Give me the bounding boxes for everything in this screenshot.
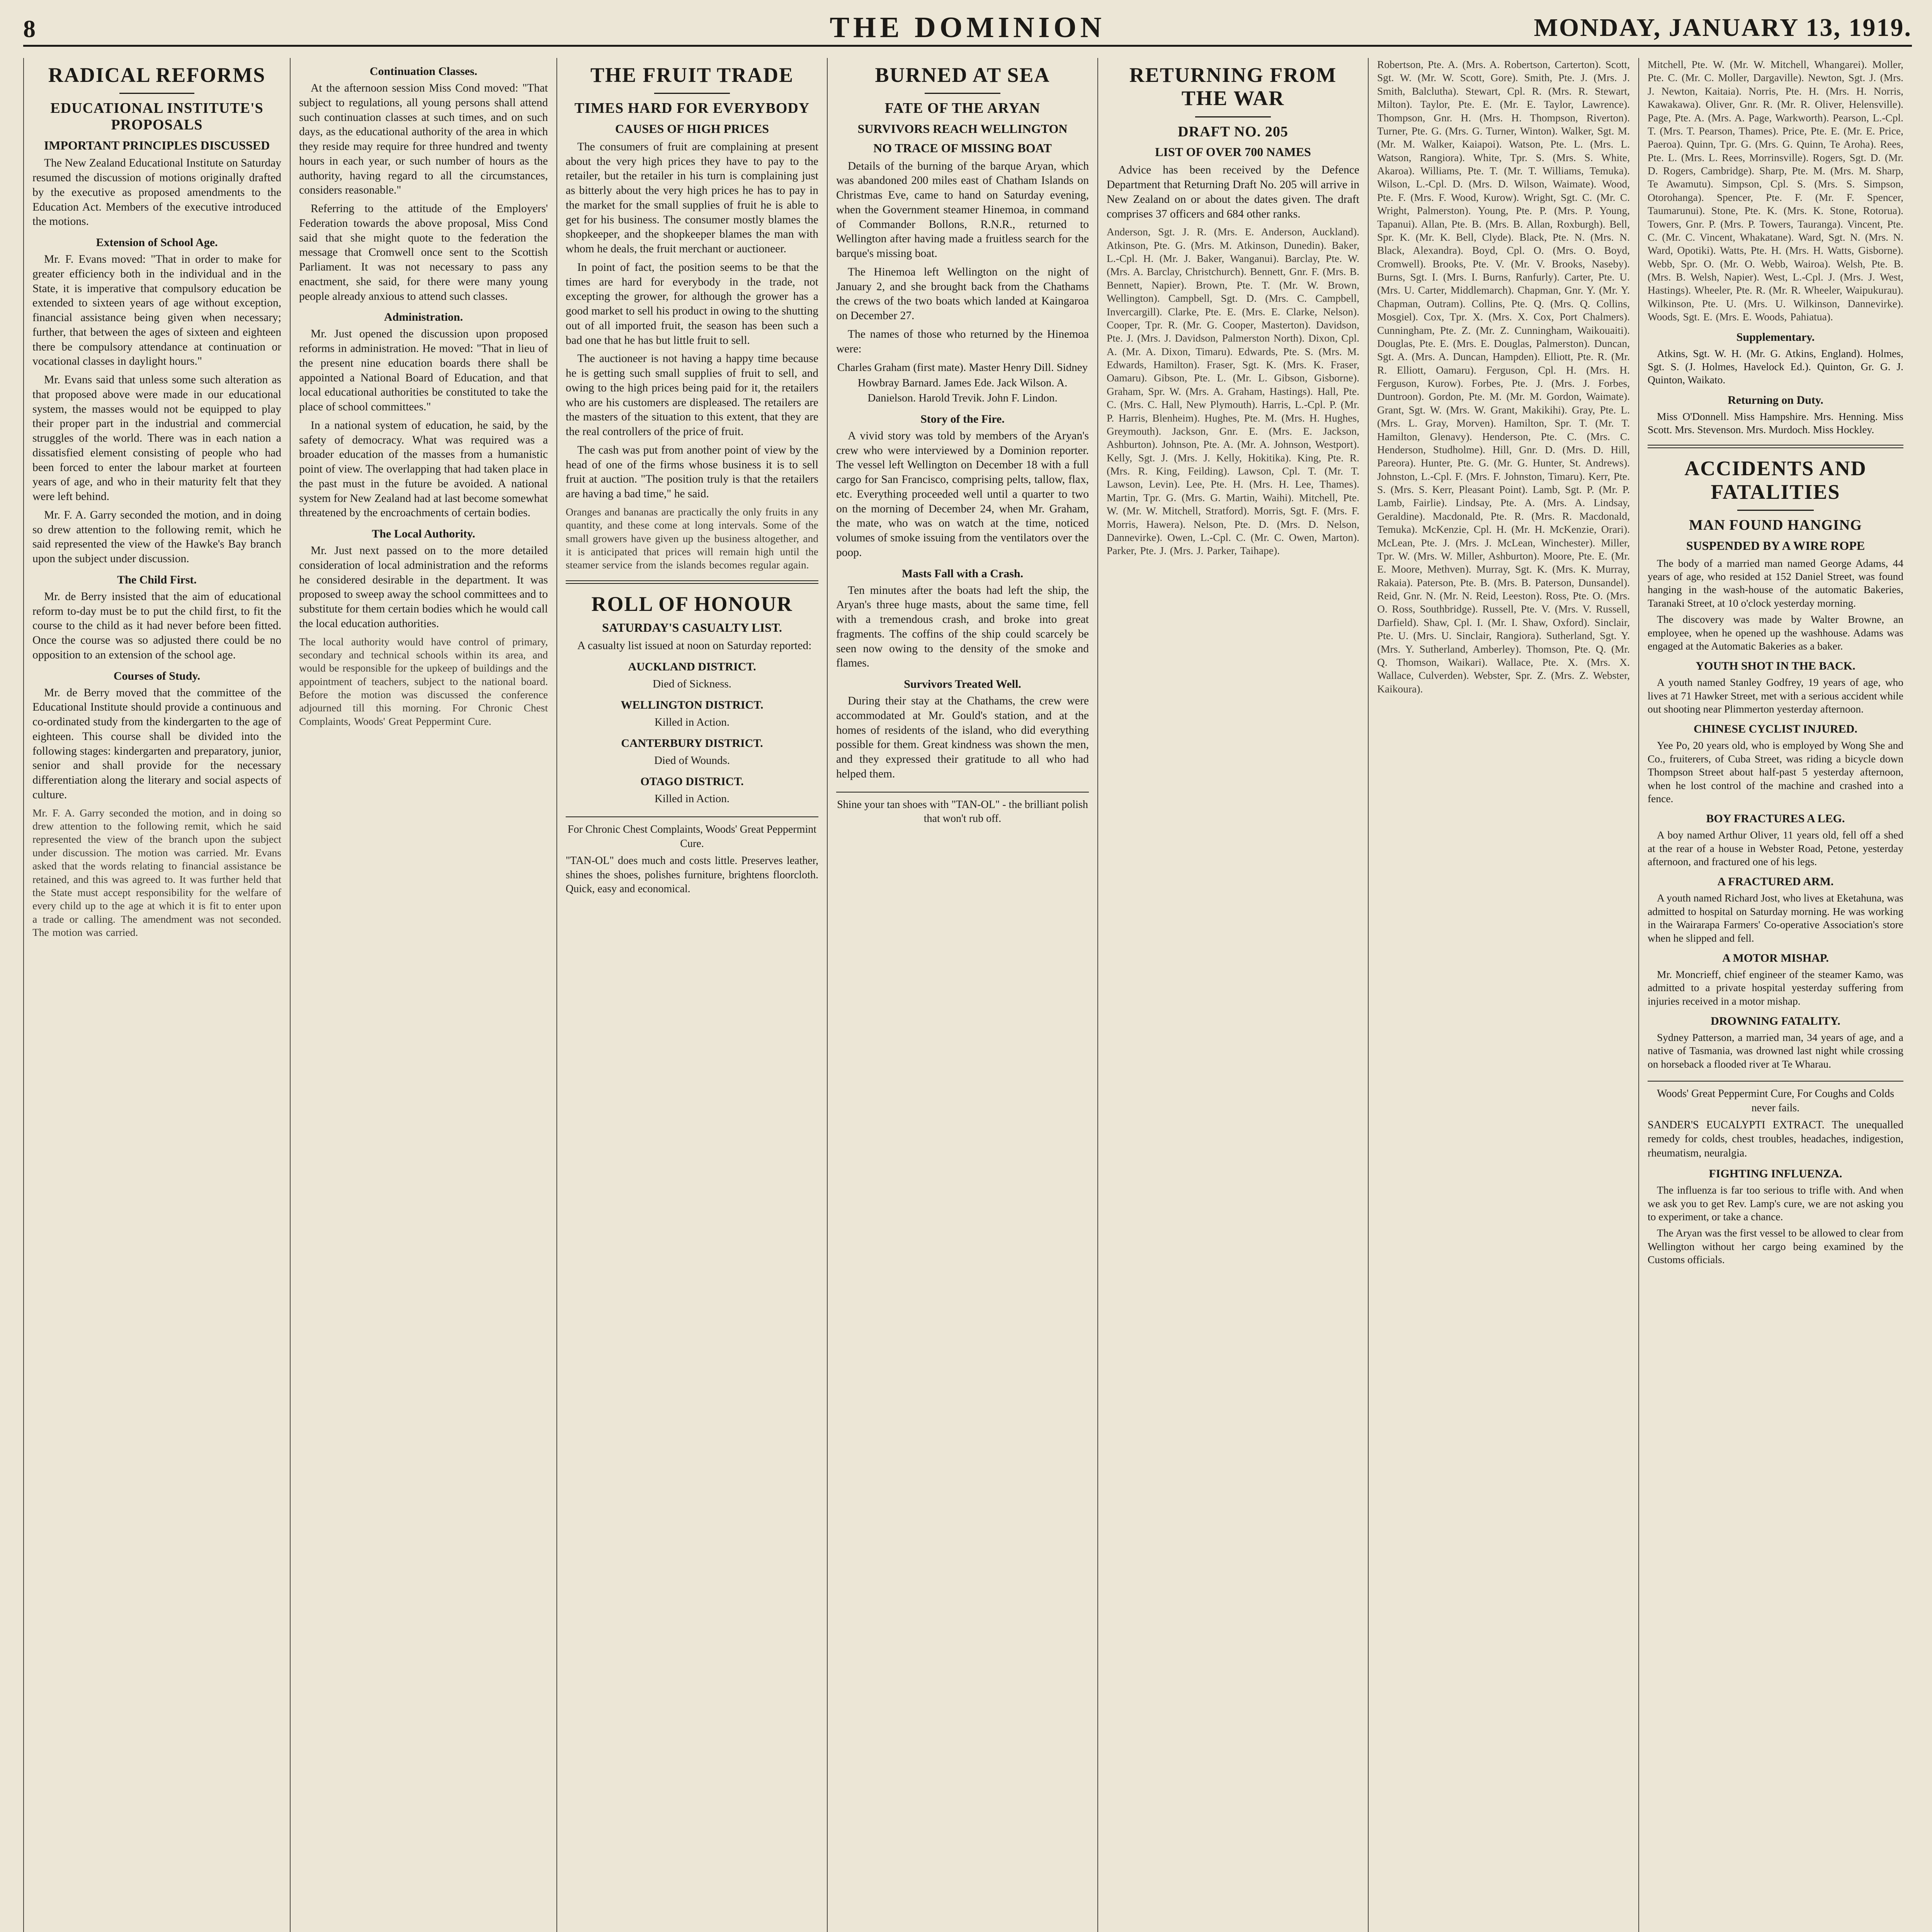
article-paragraph: The Aryan was the first vessel to be allowed to clear from Wellington without her cargo being examined by the Customs officials. bbox=[1648, 1227, 1903, 1266]
divider bbox=[119, 93, 194, 94]
subheadline-educational-institute: EDUCATIONAL INSTITUTE'S PROPOSALS bbox=[50, 100, 264, 133]
section-heading: CHINESE CYCLIST INJURED. bbox=[1694, 723, 1857, 736]
section-heading: Administration. bbox=[384, 311, 463, 324]
divider bbox=[654, 93, 730, 94]
section-heading: Masts Fall with a Crash. bbox=[901, 567, 1024, 580]
section-heading: Survivors Treated Well. bbox=[904, 678, 1021, 691]
article-paragraph: A casualty list issued at noon on Saturday reported: bbox=[577, 639, 812, 652]
advertisement-text: "TAN-OL" does much and costs little. Preserves leather, shines the shoes, polishes furniture, brightens floorcloth. Quick, easy and economical. bbox=[566, 855, 818, 895]
article-body-text: Mr. F. A. Garry seconded the motion, and in doing so drew attention to the following remit, which he said represented the view of the branch upon the subject under discussion. The motion was carried. Mr. Evans asked that the words relating to financial assistance be retained, and this was agreed to. It was further held that the State must accept responsibility for the welfare of every child up to the age at which it is fit to enter upon a trade or calling. The amendment was not seconded. The motion was carried. bbox=[32, 806, 281, 939]
names-list-text: Robertson, Pte. A. (Mrs. A. Robertson, Carterton). Scott, Sgt. W. (Mr. W. Scott, Gore). Smith, Pte. J. (Mrs. J. Smith, Balclutha). Stewart, Cpl. R. (Mrs. R. Stewart, Milton). Taylor, Pte. E. (Mr. E. Taylor, Lawrence). Thompson, Gnr. H. (Mrs. H. Thompson, Riverton). Turner, Pte. G. (Mrs. G. Turner, Winton). Walker, Sgt. M. (Mr. M. Walker, Kaiapoi). Watson, Pte. L. (Mrs. L. Watson, Rangiora). White, Tpr. S. (Mrs. S. White, Akaroa). Williams, Pte. T. (Mr. T. Williams, Temuka). Wilson, L.-Cpl. D. (Mrs. D. Wilson, Waimate). Wood, Pte. F. (Mrs. F. Wood, Kurow). Wright, Sgt. C. (Mr. C. Wright, Palmerston). Young, Pte. P. (Mrs. P. Young, Tapanui). Allan, Pte. B. (Mrs. B. Allan, Roxburgh). Bell, Spr. K. (Mr. K. Bell, Clyde). Black, Pte. N. (Mrs. N. Black, Alexandra). Boyd, Cpl. O. (Mrs. O. Boyd, Cromwell). Brooks, Pte. V. (Mr. V. Brooks, Naseby). Burns, Sgt. I. (Mrs. I. Burns, Ranfurly). Carter, Pte. U. (Mrs. U. Carter, Middlemarch). Chapman, Gnr. Y. (Mr. Y. Chapman, Outram). Collins, Pte. Q. (Mrs. Q. Collins, Mosgiel). Cox, Tpr. X. (Mrs. X. Cox, Port Chalmers). Cunningham, Pte. Z. (Mr. Z. Cunningham, Waikouaiti). Douglas, Pte. E. (Mrs. E. Douglas, Palmerston). Duncan, Sgt. A. (Mrs. A. Duncan, Hampden). Elliott, Pte. R. (Mr. R. Elliott, Oamaru). Ferguson, Cpl. H. (Mrs. H. Ferguson, Kurow). Forbes, Pte. J. (Mrs. J. Forbes, Duntroon). Gordon, Pte. M. (Mr. M. Gordon, Waimate). Grant, Sgt. W. (Mrs. W. Grant, Makikihi). Gray, Pte. L. (Mrs. L. Gray, Morven). Hamilton, Spr. T. (Mr. T. Hamilton, Glenavy). Henderson, Pte. C. (Mrs. C. Henderson, Studholme). Hill, Gnr. D. (Mrs. D. Hill, Pareora). Hunter, Pte. G. (Mr. G. Hunter, St. Andrews). Johnston, L.-Cpl. F. (Mrs. F. Johnston, Timaru). Kerr, Pte. S. (Mrs. S. Kerr, Pleasant Point). Lamb, Sgt. P. (Mr. P. Lamb, Fairlie). Lindsay, Pte. A. (Mrs. A. Lindsay, Geraldine). Macdonald, Pte. R. (Mrs. R. Macdonald, Temuka). McKenzie, Cpl. H. (Mr. H. McKenzie, Orari). McLean, Pte. J. (Mrs. J. McLean, Winchester). Miller, Tpr. W. (Mrs. W. Miller, Ashburton). Moore, Pte. E. (Mr. E. Moore, Methven). Murray, Sgt. K. (Mrs. K. Murray, Rakaia). Paterson, Pte. B. (Mrs. B. Paterson, Dunsandel). Reid, Gnr. N. (Mr. N. Reid, Leeston). Ross, Pte. O. (Mrs. O. Ross, Southbridge). Russell, Pte. V. (Mrs. V. Russell, Darfield). Shaw, Cpl. I. (Mr. I. Shaw, Oxford). Sinclair, Pte. U. (Mrs. U. Sinclair, Rangiora). Sutherland, Sgt. Y. (Mrs. Y. Sutherland, Amberley). Thomson, Pte. Q. (Mr. Q. Thomson, Waikari). Wallace, Pte. X. (Mrs. X. Wallace, Culverden). Webster, Spr. Z. (Mrs. Z. Webster, Kaikoura). bbox=[1377, 58, 1630, 695]
article-paragraph: During their stay at the Chathams, the crew were accommodated at Mr. Gould's station, and at the homes of residents of the island, who did everything possible for them. Great kindness was shown the men, and they expressed their gratitude to all who had helped them. bbox=[836, 695, 1089, 780]
article-paragraph: Mr. Just next passed on to the more detailed consideration of local administration and the reforms he considered desirable in the department. It was proposed to sweep away the school committees and to substitute for them certain bodies which he would call the local education authorities. bbox=[299, 544, 548, 630]
names-list-text: Anderson, Sgt. J. R. (Mrs. E. Anderson, Auckland). Atkinson, Pte. G. (Mrs. M. Atkinson, Dunedin). Baker, L.-Cpl. H. (Mr. J. Baker, Wanganui). Barclay, Pte. W. (Mrs. A. Barclay, Christchurch). Bennett, Gnr. F. (Mrs. B. Bennett, Napier). Brown, Pte. T. (Mr. W. Brown, Wellington). Campbell, Sgt. D. (Mrs. C. Campbell, Invercargill). Clarke, Pte. E. (Mrs. E. Clarke, Nelson). Cooper, Tpr. R. (Mr. G. Cooper, Masterton). Davidson, Pte. J. (Mrs. J. Davidson, Palmerston North). Dixon, Cpl. A. (Mr. A. Dixon, Timaru). Edwards, Pte. S. (Mrs. M. Edwards, Hamilton). Fraser, Sgt. K. (Mrs. K. Fraser, Oamaru). Gibson, Pte. L. (Mr. L. Gibson, Gisborne). Graham, Spr. W. (Mrs. A. Graham, Hastings). Hall, Pte. C. (Mrs. C. Hall, New Plymouth). Harris, L.-Cpl. P. (Mr. P. Harris, Blenheim). Hughes, Pte. M. (Mrs. H. Hughes, Greymouth). Jackson, Gnr. E. (Mrs. E. Jackson, Ashburton). Johnson, Pte. A. (Mr. A. Johnson, Westport). Kelly, Sgt. J. (Mrs. J. Kelly, Hokitika). King, Pte. R. (Mrs. R. King, Feilding). Lawson, Cpl. T. (Mr. T. Lawson, Levin). Lee, Pte. H. (Mrs. H. Lee, Thames). Martin, Tpr. G. (Mrs. G. Martin, Waihi). Mitchell, Pte. W. (Mr. W. Mitchell, Stratford). Morris, Sgt. F. (Mrs. F. Morris, Hawera). Nelson, Pte. D. (Mrs. D. Nelson, Dannevirke). Owen, L.-Cpl. C. (Mr. C. Owen, Marton). Parker, Pte. J. (Mrs. J. Parker, Taihape). bbox=[1107, 226, 1359, 557]
article-paragraph: In point of fact, the position seems to be that the times are hard for everybody in the trade, not excepting the grower, for although the grower has a good market to sell his product in owing to the shutting out of all imported fruit, the season has been such a bad one that he has but little fruit to sell. bbox=[566, 261, 818, 347]
subheadline-survivors: SURVIVORS REACH WELLINGTON bbox=[857, 122, 1068, 136]
subheadline-casualty-list: SATURDAY'S CASUALTY LIST. bbox=[602, 621, 782, 635]
section-divider bbox=[1648, 445, 1903, 448]
article-paragraph: Mr. Just opened the discussion upon proposed reforms in administration. He moved: "That in lieu of the present nine education boards there shall be appointed a National Board of Education, and that local educational authorities be constituted to take the place of school committees." bbox=[299, 328, 548, 413]
article-paragraph: The consumers of fruit are complaining at present about the very high prices they have to pay to the retailer, but the retailer in his turn is complaining just as bitterly about the very high prices he has to pay in the market for the small supplies of fruit he is able to get for his business. The consumer mostly blames the shopkeeper, and the shopkeeper blames the man with whom he deals, the fruit merchant or auctioneer. bbox=[566, 140, 818, 255]
headline-accidents: ACCIDENTS AND FATALITIES bbox=[1684, 457, 1867, 503]
article-paragraph: Mr. F. Evans moved: "That in order to make for greater efficiency both in the individual and in the State, it is imperative that compulsory education be extended to sixteen years of age without exception, financial assistance being given when necessary; further, that between the ages of sixteen and eighteen there be compulsory attendance at continuation or vocational classes in daylight hours." bbox=[32, 253, 281, 368]
headline-returning-from-war: RETURNING FROM THE WAR bbox=[1129, 63, 1337, 110]
advertisement: For Chronic Chest Complaints, Woods' Great Peppermint Cure. bbox=[566, 816, 818, 851]
article-body-text: Oranges and bananas are practically the only fruits in any quantity, and these come at long intervals. Some of the small growers have given up the business altogether, and it is anticipated that prices will remain high until the steamer service from the islands becomes regular again. bbox=[566, 505, 818, 571]
column-3 bbox=[556, 58, 827, 1932]
article-paragraph: The auctioneer is not having a happy time because he is getting such small supplies of fruit to sell, and owing to the high prices being paid for it, the retailers who are his customers are displeased. The retailers are the masters of the situation to this extent, that they are the real controllers of the price of fruit. bbox=[566, 352, 818, 438]
section-heading: The Child First. bbox=[117, 573, 197, 586]
article-paragraph: Mr. de Berry moved that the committee of the Educational Institute should provide a continuous and co-ordinated study from the kindergarten to the age of eighteen. This course shall be divided into the following stages: kindergarten and preparatory, junior, senior and shall provide for the necessary differentiation along the literary and social aspects of culture. bbox=[32, 686, 281, 801]
section-heading: BOY FRACTURES A LEG. bbox=[1706, 812, 1845, 825]
duty-names: Miss O'Donnell. Miss Hampshire. Mrs. Henning. Miss Scott. Mrs. Stevenson. Mrs. Murdoch. Miss Hockley. bbox=[1648, 410, 1903, 435]
subheadline-names-list: LIST OF OVER 700 NAMES bbox=[1155, 145, 1311, 159]
crew-names-list: Charles Graham (first mate). Master Henry Dill. Sidney Howbray Barnard. James Ede. Jack Wilson. A. Danielson. Harold Trevik. John F. Lindon. bbox=[837, 361, 1088, 404]
page-number: 8 bbox=[23, 15, 36, 43]
headline-roll-of-honour: ROLL OF HONOUR bbox=[591, 592, 793, 616]
subheadline-high-prices: CAUSES OF HIGH PRICES bbox=[615, 122, 769, 136]
subheadline-principles: IMPORTANT PRINCIPLES DISCUSSED bbox=[44, 138, 270, 152]
section-heading: FIGHTING INFLUENZA. bbox=[1709, 1167, 1842, 1180]
section-divider bbox=[566, 580, 818, 584]
divider bbox=[1737, 510, 1814, 511]
article-paragraph: Referring to the attitude of the Employers' Federation towards the above proposal, Miss Cond said that she might quote to the federation the message that Cromwell once sent to the Scottish Parliament. It was not necessary to pass any enactment, she said, for there were many young people already anxious to attend such classes. bbox=[299, 202, 548, 303]
article-paragraph: The names of those who returned by the Hinemoa were: bbox=[836, 328, 1089, 355]
issue-date: MONDAY, JANUARY 13, 1919. bbox=[1534, 14, 1912, 42]
headline-burned-at-sea: BURNED AT SEA bbox=[875, 63, 1050, 87]
advertisement: Shine your tan shoes with "TAN-OL" - the brilliant polish that won't rub off. bbox=[836, 792, 1089, 826]
subheadline-missing-boat: NO TRACE OF MISSING BOAT bbox=[873, 141, 1052, 155]
section-heading: Extension of School Age. bbox=[96, 236, 218, 249]
article-paragraph: A youth named Stanley Godfrey, 19 years of age, who lives at 71 Hawker Street, met with a serious accident while out shooting near Plimmerton yesterday afternoon. bbox=[1648, 676, 1903, 715]
article-paragraph: Ten minutes after the boats had left the ship, the Aryan's three huge masts, about the same time, fell with a tremendous crash, and broke into great fragments. The coffins of the ship could scarcely be seen now owing to the density of the smoke and flames. bbox=[836, 584, 1089, 670]
advertisement-text: SANDER'S EUCALYPTI EXTRACT. The unequalled remedy for colds, chest troubles, headaches, indigestion, rheumatism, neuralgia. bbox=[1648, 1119, 1903, 1159]
article-paragraph: Mr. Moncrieff, chief engineer of the steamer Kamo, was admitted to a private hospital yesterday suffering from injuries received in a motor mishap. bbox=[1648, 968, 1903, 1007]
district-heading: WELLINGTON DISTRICT. bbox=[621, 698, 764, 711]
article-paragraph: A vivid story was told by members of the Aryan's crew who were interviewed by a Dominion reporter. The vessel left Wellington on December 18 with a full cargo for San Francisco, comprising pelts, tallow, flax, etc. Everything proceeded well until a quarter to two on the morning of December 24, when Mr. Graham, the mate, who was on watch at the time, noticed volumes of smoke issuing from the ventilators over the poop. bbox=[836, 429, 1089, 559]
district-heading: CANTERBURY DISTRICT. bbox=[621, 737, 763, 750]
column-7 bbox=[1638, 58, 1912, 1932]
article-paragraph: The New Zealand Educational Institute on Saturday resumed the discussion of motions originally drafted by the executive as proposed amendments to the Education Act. Members of the executive introduced the motions. bbox=[32, 157, 281, 228]
article-paragraph: The influenza is far too serious to trifle with. And when we ask you to get Rev. Lamp's cure, we are not asking you to experiment, or take a chance. bbox=[1648, 1184, 1903, 1223]
article-paragraph: Sydney Patterson, a married man, 34 years of age, and a native of Tasmania, was drowned last night while crossing on horseback a flooded river at Te Wharau. bbox=[1648, 1031, 1903, 1070]
article-paragraph: Advice has been received by the Defence Department that Returning Draft No. 205 will arrive in New Zealand on or about the dates given. The draft comprises 37 officers and 684 other ranks. bbox=[1107, 164, 1359, 220]
section-heading: Courses of Study. bbox=[113, 669, 201, 682]
district-heading: OTAGO DISTRICT. bbox=[640, 775, 744, 788]
section-heading: Supplementary. bbox=[1736, 330, 1815, 344]
masthead bbox=[23, 8, 1912, 47]
article-paragraph: Mr. de Berry insisted that the aim of educational reform to-day must be to put the child first, to fit the course to the child as it had never before been fitted. Once the course was so adjusted there could be no opposition to an extension of the school age. bbox=[32, 590, 281, 661]
column-6 bbox=[1368, 58, 1638, 1932]
column-5 bbox=[1097, 58, 1368, 1932]
article-paragraph: The Hinemoa left Wellington on the night of January 2, and she brought back from the Chathams the crews of the two boats which landed at Kaingaroa on December 27. bbox=[836, 265, 1089, 322]
article-paragraph: The body of a married man named George Adams, 44 years of age, who resided at 152 Daniel Street, was found hanging in the wash-house of the automatic Bakeries, Taranaki Street, at 10 o'clock yesterday morning. bbox=[1648, 557, 1903, 609]
casualty-category: Killed in Action. bbox=[654, 716, 730, 728]
article-paragraph: A boy named Arthur Oliver, 11 years old, fell off a shed at the rear of a house in Webster Road, Petone, yesterday afternoon, and fractured one of his legs. bbox=[1648, 829, 1903, 868]
article-paragraph: At the afternoon session Miss Cond moved: "That subject to regulations, all young persons shall attend such continuation classes at such times, and on such days, as the educational authority of the area in which they reside may require for three hundred and twenty hours in each year, or such number of hours as the authority, having regard to all the circumstances, considers reasonable." bbox=[299, 82, 548, 197]
column-1 bbox=[23, 58, 290, 1932]
section-heading: Story of the Fire. bbox=[920, 412, 1005, 425]
section-heading: DROWNING FATALITY. bbox=[1711, 1015, 1840, 1028]
casualty-category: Killed in Action. bbox=[654, 793, 730, 805]
section-heading: The Local Authority. bbox=[372, 527, 475, 540]
article-paragraph: Yee Po, 20 years old, who is employed by Wong She and Co., fruiterers, of Cuba Street, was riding a bicycle down Thompson Street about half-past 5 yesterday afternoon, when he lost control of the machine and crashed into a fence. bbox=[1648, 739, 1903, 804]
newspaper-name: THE DOMINION bbox=[830, 11, 1105, 44]
article-paragraph: Details of the burning of the barque Aryan, which was abandoned 200 miles east of Chatham Islands on Christmas Eve, came to hand on Saturday evening, when the Government steamer Hinemoa, in command of Commander Bollons, R.N.R., returned to Wellington after having made a fruitless search for the barque's missing boat. bbox=[836, 160, 1089, 260]
subheadline-wire-rope: SUSPENDED BY A WIRE ROPE bbox=[1686, 538, 1865, 553]
names-list-text: Mitchell, Pte. W. (Mr. W. Mitchell, Whangarei). Moller, Pte. C. (Mr. C. Moller, Dargaville). Newton, Sgt. J. (Mrs. J. Newton, Kaitaia). Norris, Pte. H. (Mrs. H. Norris, Kawakawa). Oliver, Gnr. R. (Mr. R. Oliver, Helensville). Page, Pte. A. (Mrs. A. Page, Warkworth). Pearson, L.-Cpl. T. (Mrs. T. Pearson, Thames). Price, Pte. E. (Mr. E. Price, Paeroa). Quinn, Tpr. G. (Mrs. G. Quinn, Te Aroha). Rees, Pte. L. (Mrs. L. Rees, Morrinsville). Rogers, Sgt. D. (Mr. D. Rogers, Cambridge). Sharp, Pte. M. (Mrs. M. Sharp, Te Awamutu). Simpson, Cpl. S. (Mrs. S. Simpson, Otorohanga). Spencer, Pte. F. (Mr. F. Spencer, Taumarunui). Stone, Pte. K. (Mrs. K. Stone, Rotorua). Towers, Gnr. P. (Mrs. P. Towers, Tauranga). Vincent, Pte. C. (Mr. C. Vincent, Whakatane). Ward, Sgt. N. (Mrs. N. Ward, Opotiki). Watts, Pte. H. (Mrs. H. Watts, Gisborne). Webb, Spr. O. (Mr. O. Webb, Wairoa). Welsh, Pte. B. (Mrs. B. Welsh, Napier). West, L.-Cpl. J. (Mrs. J. West, Hastings). Wheeler, Pte. R. (Mr. R. Wheeler, Waipukurau). Wilkinson, Pte. U. (Mrs. U. Wilkinson, Dannevirke). Woods, Sgt. E. (Mrs. E. Woods, Pahiatua). bbox=[1648, 58, 1903, 323]
district-heading: AUCKLAND DISTRICT. bbox=[628, 660, 756, 673]
section-heading: A FRACTURED ARM. bbox=[1717, 875, 1834, 888]
article-paragraph: Mr. Evans said that unless some such alteration as that proposed above were made in our educational system, the masses would not be equipped to play their proper part in the industrial and commercial struggles of the world. There was in each nation a dissatisfied element consisting of people who had been forced to enter the labour market at fourteen years of age, and who in their maturity felt that they were left behind. bbox=[32, 374, 281, 503]
column-2 bbox=[290, 58, 556, 1932]
casualty-category: Died of Sickness. bbox=[653, 677, 731, 690]
section-heading: YOUTH SHOT IN THE BACK. bbox=[1696, 660, 1855, 673]
article-paragraph: The discovery was made by Walter Browne, an employee, when he opened up the washhouse. Adams was engaged at the Automatic Bakeries as a baker. bbox=[1648, 613, 1903, 652]
headline-fruit-trade: THE FRUIT TRADE bbox=[590, 63, 794, 87]
article-paragraph: Mr. F. A. Garry seconded the motion, and in doing so drew attention to the following remit, which he said represented the view of the Hawke's Bay branch upon the subject under discussion. bbox=[32, 509, 281, 565]
column-4 bbox=[827, 58, 1097, 1932]
article-paragraph: A youth named Richard Jost, who lives at Eketahuna, was admitted to hospital on Saturday morning. He was working in the Wairarapa Farmers' Co-operative Association's store when he slipped and fell. bbox=[1648, 892, 1903, 944]
casualty-category: Died of Wounds. bbox=[654, 754, 730, 767]
article-paragraph: The cash was put from another point of view by the head of one of the firms whose business it is to sell fruit at auction. "The position truly is that the retailers are having a bad time," he said. bbox=[566, 444, 818, 500]
article-paragraph: In a national system of education, he said, by the safety of democracy. What was required was a broader education of the masses from a humanistic point of view. The overlapping that had taken place in the past must in the future be avoided. A national system for New Zealand had at last become somewhat threatened by the encroachments of certain bodies. bbox=[299, 419, 548, 519]
supplementary-names: Atkins, Sgt. W. H. (Mr. G. Atkins, England). Holmes, Sgt. S. (J. Holmes, Havelock Ed.). Quinton, Gr. G. J. Quinton, Waikato. bbox=[1648, 347, 1903, 386]
article-body-text: The local authority would have control of primary, secondary and technical schools within its area, and would be responsible for the upkeep of buildings and the appointment of teachers, subject to the national board. Before the motion was discussed the conference adjourned till this morning. For Chronic Chest Complaints, Woods' Great Peppermint Cure. bbox=[299, 635, 548, 727]
subheadline-fate-of-aryan: FATE OF THE ARYAN bbox=[884, 100, 1041, 117]
subheadline-times-hard: TIMES HARD FOR EVERYBODY bbox=[574, 100, 810, 117]
subheadline-draft-number: DRAFT NO. 205 bbox=[1178, 123, 1288, 140]
section-heading: Continuation Classes. bbox=[369, 65, 478, 78]
section-heading: Returning on Duty. bbox=[1728, 393, 1823, 406]
divider bbox=[1195, 116, 1271, 117]
headline-radical-reforms: RADICAL REFORMS bbox=[48, 63, 266, 87]
divider bbox=[925, 93, 1000, 94]
subheadline-man-found-hanging: MAN FOUND HANGING bbox=[1689, 517, 1862, 534]
advertisement: Woods' Great Peppermint Cure, For Coughs and Colds never fails. bbox=[1648, 1081, 1903, 1115]
section-heading: A MOTOR MISHAP. bbox=[1722, 951, 1829, 964]
